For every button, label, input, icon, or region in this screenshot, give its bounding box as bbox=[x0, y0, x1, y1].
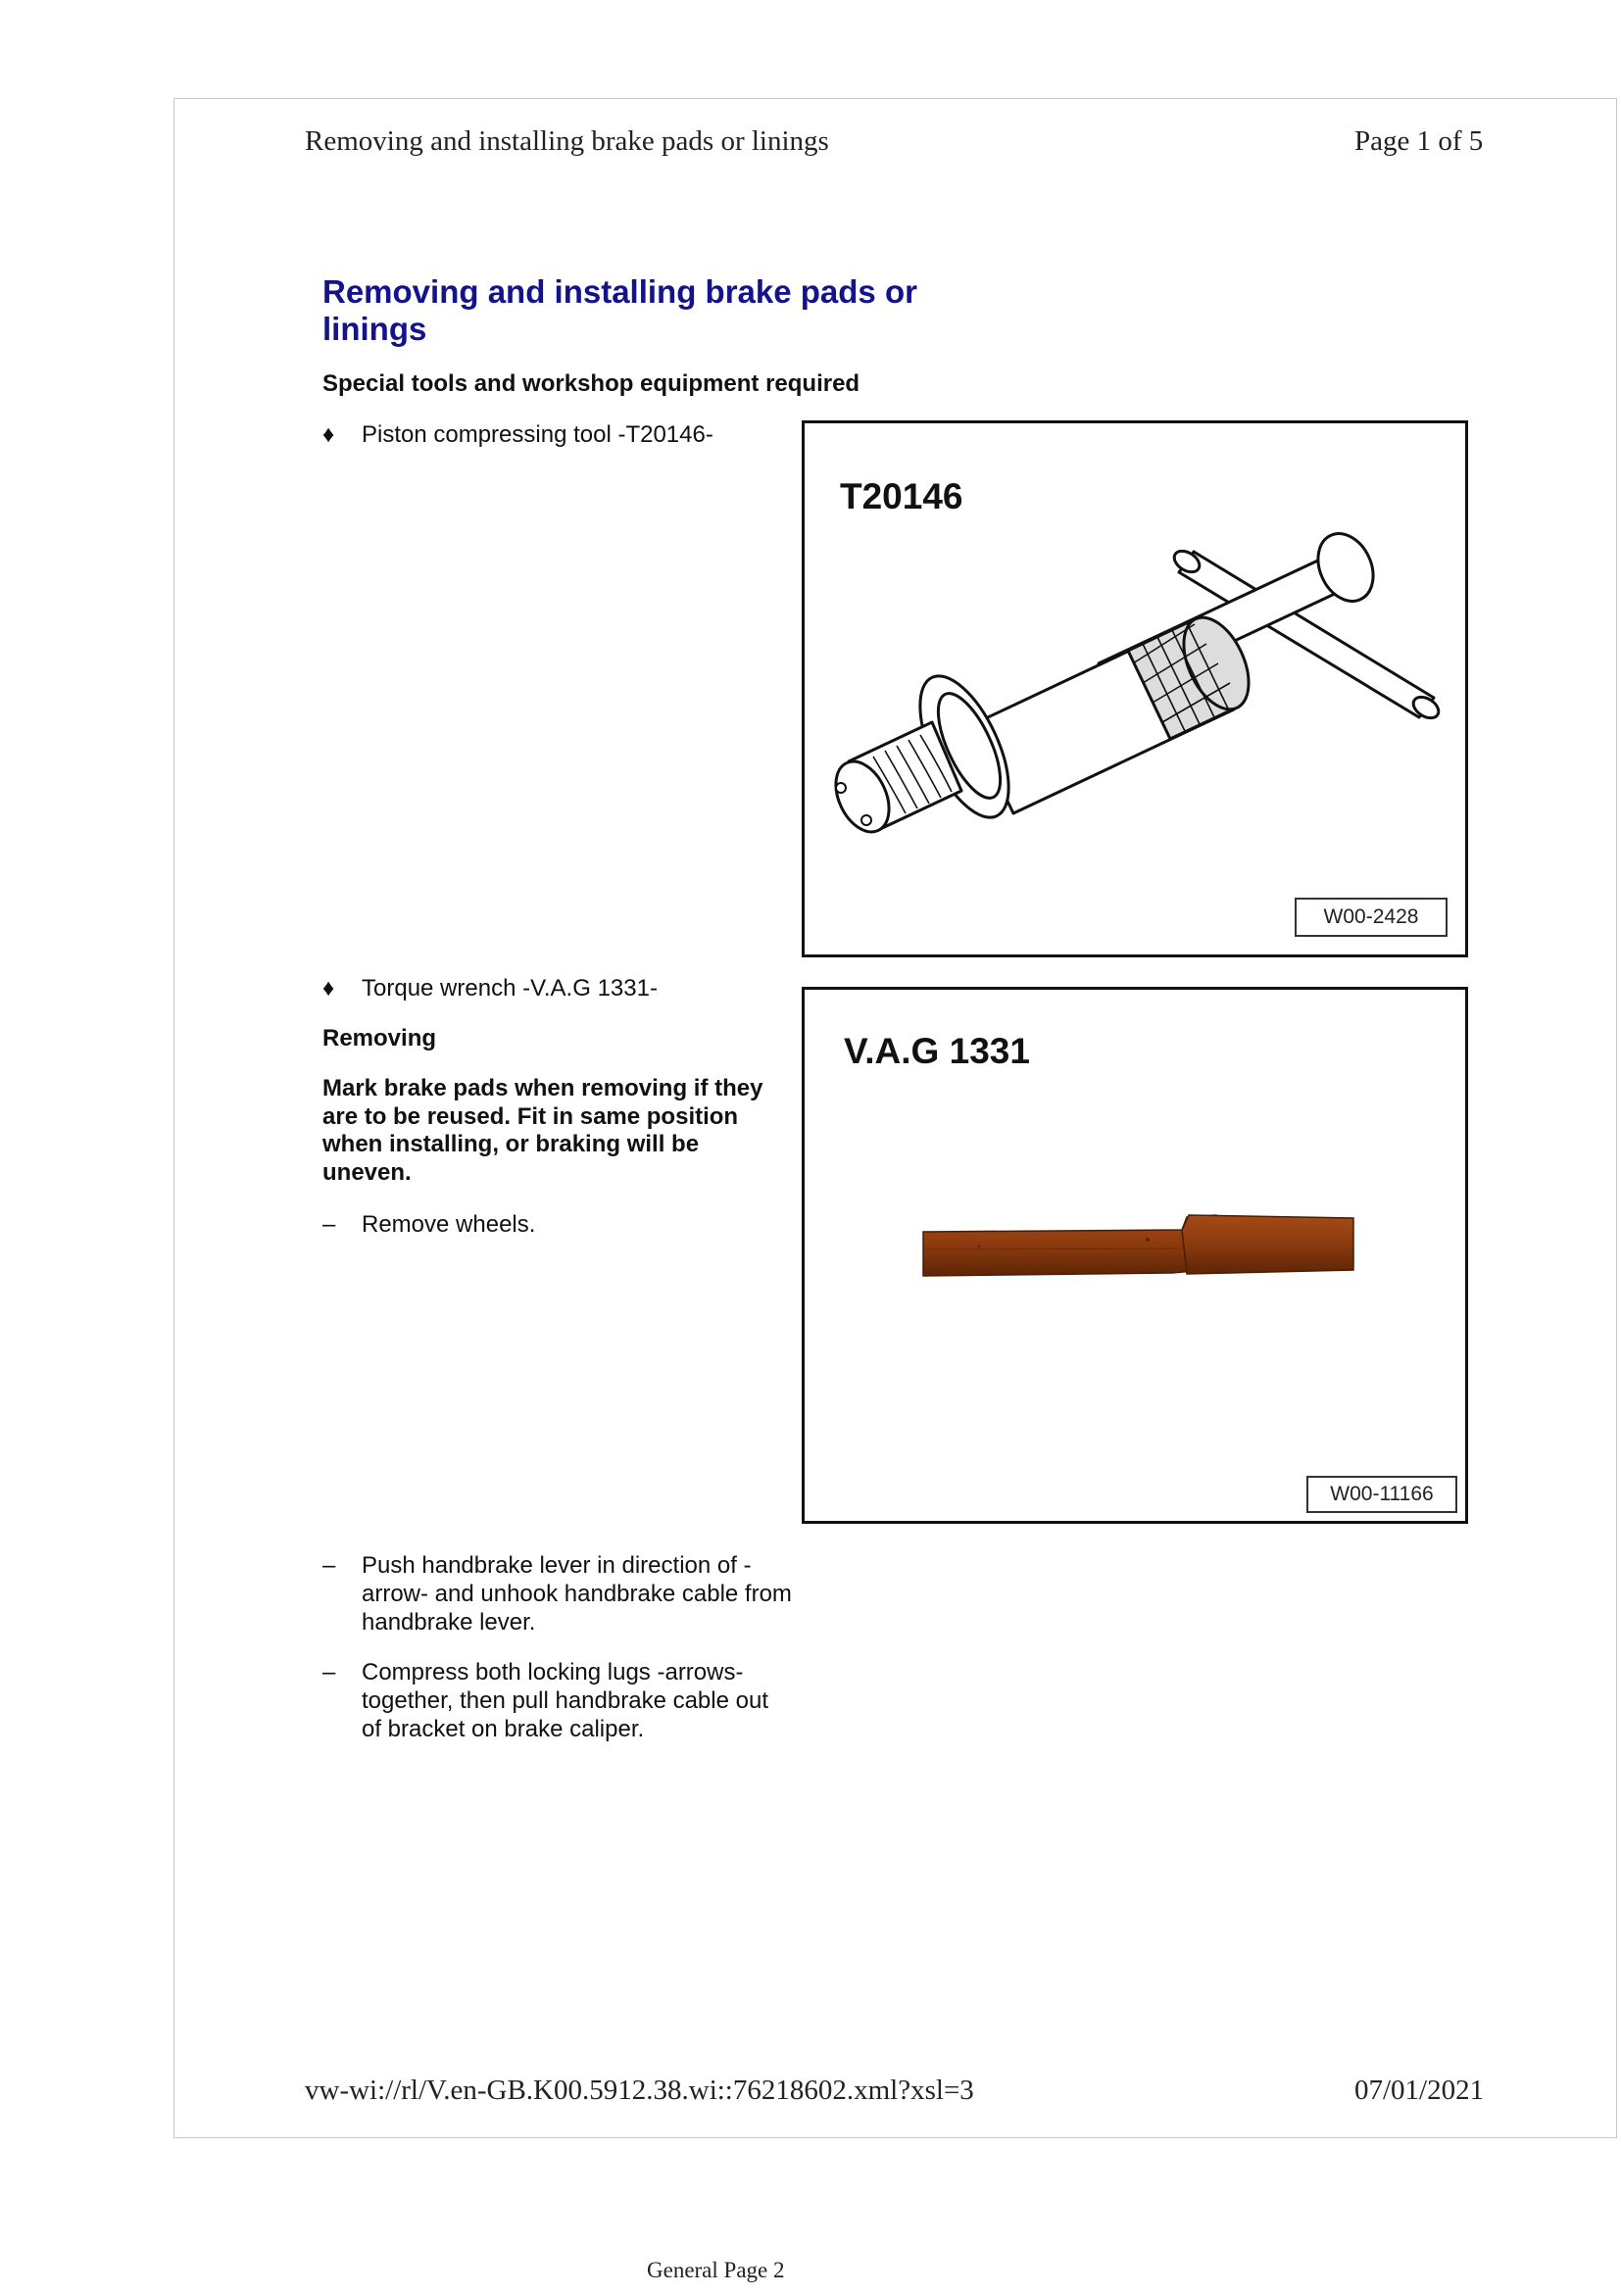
step-text: Compress both locking lugs -arrows- together, then pull handbrake cable out of bracket on brake caliper. bbox=[362, 1659, 768, 1742]
diamond-bullet-icon: ♦ bbox=[322, 421, 335, 448]
header-title: Removing and installing brake pads or linings bbox=[305, 125, 829, 157]
figure-code: W00-11166 bbox=[1306, 1476, 1457, 1513]
step-text: Remove wheels. bbox=[362, 1211, 536, 1238]
diamond-bullet-icon: ♦ bbox=[322, 975, 335, 1001]
step-text: Push handbrake lever in direction of -arrow- and unhook handbrake cable from handbrake lever. bbox=[362, 1552, 792, 1636]
tools-heading: Special tools and workshop equipment required bbox=[322, 370, 860, 397]
dash-marker: – bbox=[322, 1211, 336, 1238]
figure-code: W00-2428 bbox=[1295, 898, 1448, 937]
tool-code-label: V.A.G 1331 bbox=[844, 1031, 1030, 1071]
tool-item-label: Torque wrench -V.A.G 1331- bbox=[362, 975, 658, 1001]
general-page-note: General Page 2 bbox=[647, 2258, 785, 2282]
tool-item-label: Piston compressing tool -T20146- bbox=[362, 421, 713, 448]
dash-marker: – bbox=[322, 1552, 336, 1579]
header-page-info: Page 1 of 5 bbox=[1354, 125, 1484, 157]
page-title: Removing and installing brake pads or linings bbox=[322, 273, 917, 347]
dash-marker: – bbox=[322, 1659, 336, 1685]
footer-source: vw-wi://rl/V.en-GB.K00.5912.38.wi::76218602.xml?xsl=3 bbox=[305, 2075, 974, 2106]
tool-code-label: T20146 bbox=[840, 476, 963, 516]
removing-heading: Removing bbox=[322, 1025, 437, 1051]
figure-t20146 bbox=[802, 420, 1468, 957]
figure-vag1331 bbox=[802, 987, 1468, 1524]
footer-date: 07/01/2021 bbox=[1354, 2075, 1485, 2106]
warning-note: Mark brake pads when removing if they are to be reused. Fit in same position when installing, or braking will be uneven. bbox=[322, 1075, 763, 1186]
